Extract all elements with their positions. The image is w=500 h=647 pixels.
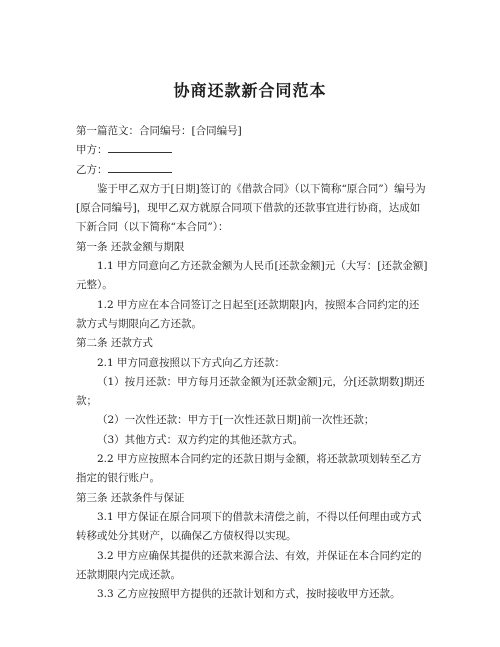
clause-3-3: 3.3 乙方应按照甲方提供的还款计划和方式，按时接收甲方还款。	[97, 588, 401, 601]
article-2-heading: 第二条 还款方式	[76, 337, 153, 350]
article-1-heading: 第一条 还款金额与期限	[76, 240, 185, 253]
clause-2-1: 2.1 甲方同意按照以下方式向乙方还款：	[97, 356, 286, 369]
contract-number-line: 第一篇范文：合同编号：[合同编号]	[76, 125, 242, 137]
clause-1-1: 1.1 甲方同意向乙方还款金额为人民币[还款金额]元（大写：[还款金额]元整）。	[76, 260, 428, 292]
clause-1-2: 1.2 甲方应在本合同签订之日起至[还款期限]内，按照本合同约定的还款方式与期限向乙方还款。	[76, 298, 420, 330]
clause-2-1-item-2: （2）一次性还款：甲方于[一次性还款日期]前一次性还款；	[97, 414, 375, 427]
clause-3-1: 3.1 甲方保证在原合同项下的借款未清偿之前，不得以任何理由或方式转移或处分其财产，以确保乙方债权得以实现。	[76, 510, 422, 543]
party-b-label: 乙方：	[76, 163, 108, 176]
party-b-line	[76, 161, 428, 180]
party-a-blank	[108, 141, 172, 153]
clause-2-1-item-1: （1）按月还款：甲方每月还款金额为[还款金额]元，分[还款期数]期还款；	[76, 375, 425, 408]
preamble-paragraph: 鉴于甲乙双方于[日期]签订的《借款合同》（以下简称“原合同”）编号为[原合同编号]，现甲乙双方就原合同项下借款的还款事宜进行协商，达成如下新合同（以下简称“本合同”）：	[76, 182, 426, 234]
document-body	[76, 122, 428, 604]
party-a-label: 甲方：	[76, 144, 108, 157]
document-title: 协商还款新合同范本	[173, 81, 327, 100]
clause-2-2: 2.2 甲方应按照本合同约定的还款日期与金额，将还款款项划转至乙方指定的银行账户。	[76, 453, 422, 485]
party-a-line	[76, 141, 428, 160]
clause-2-1-item-3: （3）其他方式：双方约定的其他还款方式。	[97, 433, 304, 446]
party-b-blank	[108, 161, 172, 173]
article-3-heading: 第三条 还款条件与保证	[76, 491, 185, 504]
clause-3-2: 3.2 甲方应确保其提供的还款来源合法、有效，并保证在本合同约定的还款期限内完成还款。	[76, 549, 422, 581]
